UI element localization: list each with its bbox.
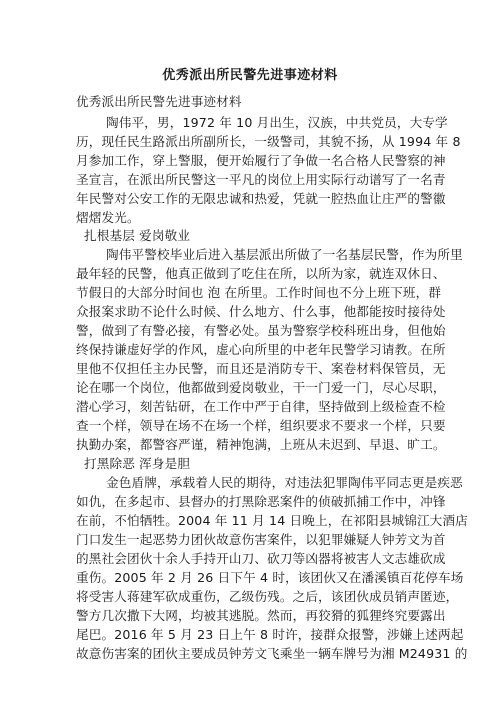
paragraph-line: 陶伟平警校毕业后进入基层派出所做了一名基层民警，作为所里 xyxy=(106,247,463,262)
paragraph-line: 熠熠发光。 xyxy=(76,210,140,225)
paragraph-line: 查一个样，领导在场不在场一个样，组织要求不要求一个样，只要 xyxy=(76,418,446,433)
paragraph-line: 节假日的大部分时间也 泡 在所里。工作时间也不分上班下班，群 xyxy=(76,285,442,300)
paragraph-line: 在前，不怕牺牲。2004 年 11 月 14 日晚上，在祁阳县城锦江大酒店 xyxy=(76,513,468,528)
paragraph-line: 警方几次撒下大网，均被其逃脱。然而，再狡猾的狐狸终究要露出 xyxy=(76,608,446,623)
paragraph-line: 执勤办案，都警容严谨，精神饱满，上班从未迟到、早退、旷工。 xyxy=(76,437,446,452)
paragraph-line: 警，做到了有警必接，有警必处。虽为警察学校科班出身，但他始 xyxy=(76,323,446,338)
section-heading: 扎根基层 爱岗敬业 xyxy=(84,228,191,243)
paragraph-line: 潜心学习，刻苦钻研，在工作中严于自律，坚持做到上级检查不检 xyxy=(76,399,446,414)
paragraph-line: 年民警对公安工作的无限忠诚和热爱，凭就一腔热血让庄严的警徽 xyxy=(76,191,446,206)
paragraph-line: 故意伤害案的团伙主要成员钟芳文飞乘坐一辆车牌号为湘 M24931 的 xyxy=(76,646,468,661)
paragraph-line: 金色盾牌，承载着人民的期待，对违法犯罪陶伟平同志更是疾恶 xyxy=(106,475,463,490)
paragraph-line: 重伤。2005 年 2 月 26 日下午 4 时，该团伙又在潘溪镇百花停车场 xyxy=(76,570,464,585)
paragraph-line: 门口发生一起恶势力团伙故意伤害案件，以犯罪嫌疑人钟芳文为首 xyxy=(76,532,446,547)
paragraph-line: 论在哪一个岗位，他都做到爱岗敬业，干一门爱一门，尽心尽职， xyxy=(76,380,446,395)
subtitle-line: 优秀派出所民警先进事迹材料 xyxy=(76,94,242,109)
paragraph-line: 将受害人蒋建军砍成重伤，乙级伤残。之后，该团伙成员销声匿迹， xyxy=(76,589,459,604)
paragraph-line: 最年轻的民警，他真正做到了吃住在所，以所为家，就连双休日、 xyxy=(76,266,446,281)
paragraph-line: 尾巴。2016 年 5 月 23 日上午 8 时许，接群众报警，涉嫌上述两起 xyxy=(76,627,464,642)
paragraph-line: 陶伟平，男，1972 年 10 月出生，汉族，中共党员，大专学 xyxy=(106,115,448,130)
paragraph-line: 里他不仅担任主办民警，而且还是消防专干、案卷材料保管员，无 xyxy=(76,361,446,376)
paragraph-line: 终保持谦虚好学的作风，虚心向所里的中老年民警学习请教。在所 xyxy=(76,342,446,357)
paragraph-line: 的黑社会团伙十余人手持开山刀、砍刀等凶器将被害人文志雄砍成 xyxy=(76,551,446,566)
paragraph-line: 众报案求助不论什么时候、什么地方、什么事，他都能按时接待处 xyxy=(76,304,446,319)
section-heading: 打黑除恶 浑身是胆 xyxy=(84,456,191,471)
paragraph-line: 如仇，在多起市、县督办的打黑除恶案件的侦破抓捕工作中，冲锋 xyxy=(76,494,446,509)
paragraph-line: 圣宣言，在派出所民警这一平凡的岗位上用实际行动谱写了一名青 xyxy=(76,172,446,187)
paragraph-line: 历，现任民生路派出所副所长，一级警司，其貌不扬，从 1994 年 8 xyxy=(76,134,461,149)
paragraph-line: 月参加工作，穿上警服，便开始履行了争做一名合格人民警察的神 xyxy=(76,153,446,168)
document-title: 优秀派出所民警先进事迹材料 xyxy=(162,68,338,83)
